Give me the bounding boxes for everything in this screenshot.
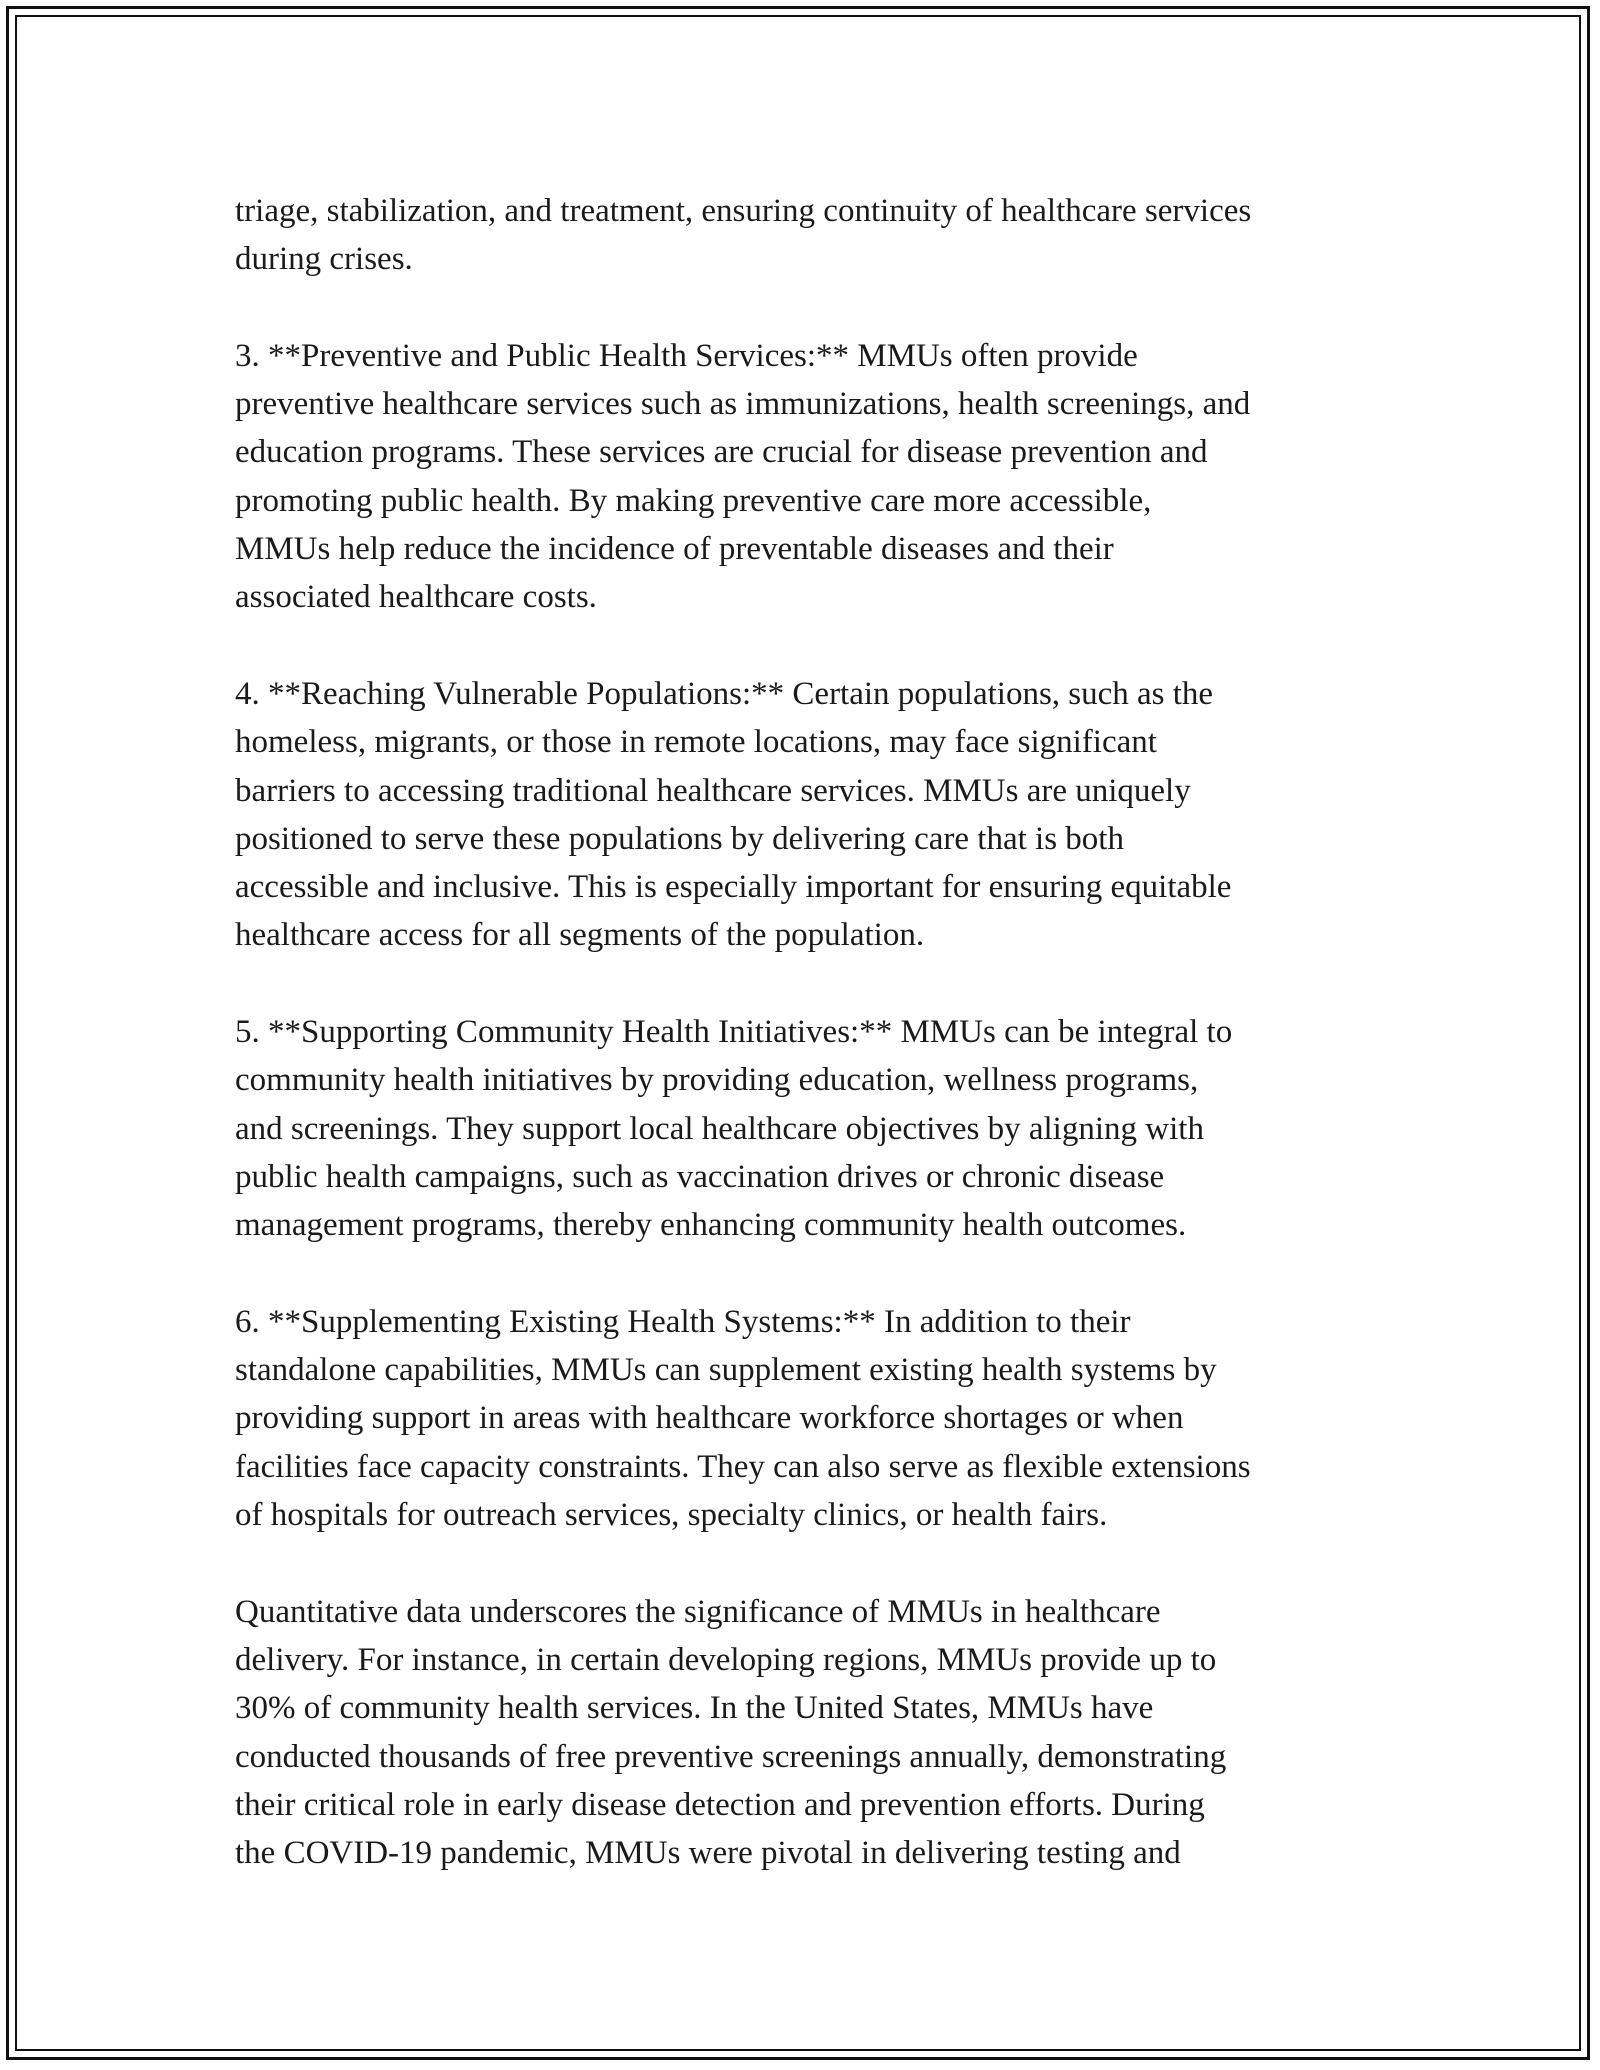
text-line: conducted thousands of free preventive screenings annually, demonstrating [235,1738,1227,1775]
text-line: homeless, migrants, or those in remote locations, may face significant [235,724,1157,761]
text-line: management programs, thereby enhancing community health outcomes. [235,1207,1187,1244]
text-line: providing support in areas with healthcare workforce shortages or when [235,1400,1184,1437]
text-line: 3. **Preventive and Public Health Services:** MMUs often provide [235,337,1138,374]
text-line: and screenings. They support local healthcare objectives by aligning with [235,1110,1204,1147]
text-line: associated healthcare costs. [235,579,597,616]
text-line: accessible and inclusive. This is especially important for ensuring equitable [235,869,1232,906]
text-line: facilities face capacity constraints. They can also serve as flexible extensions [235,1448,1251,1485]
paragraph-supplementing-systems [235,1298,1375,1539]
paragraph-quantitative-data [235,1588,1375,1878]
paragraph-community-health [235,1008,1375,1249]
text-line: 5. **Supporting Community Health Initiatives:** MMUs can be integral to [235,1014,1233,1051]
text-line: healthcare access for all segments of the population. [235,917,925,954]
text-line: of hospitals for outreach services, specialty clinics, or health fairs. [235,1497,1108,1534]
text-line: barriers to accessing traditional healthcare services. MMUs are uniquely [235,772,1191,809]
text-line: 4. **Reaching Vulnerable Populations:** Certain populations, such as the [235,675,1214,712]
text-line: during crises. [235,241,413,278]
paragraph-vulnerable-populations [235,670,1375,960]
text-line: education programs. These services are crucial for disease prevention and [235,434,1208,471]
text-line: triage, stabilization, and treatment, ensuring continuity of healthcare services [235,193,1252,229]
text-line: promoting public health. By making preventive care more accessible, [235,482,1152,519]
text-line: preventive healthcare services such as immunizations, health screenings, and [235,386,1251,423]
text-line: community health initiatives by providing education, wellness programs, [235,1062,1199,1099]
text-line: their critical role in early disease detection and prevention efforts. During [235,1786,1205,1823]
text-line: the COVID-19 pandemic, MMUs were pivotal in delivering testing and [235,1835,1181,1872]
text-line: positioned to serve these populations by delivering care that is both [235,820,1124,857]
text-line: Quantitative data underscores the significance of MMUs in healthcare [235,1593,1161,1630]
text-line: 6. **Supplementing Existing Health Systems:** In addition to their [235,1303,1131,1340]
text-line: standalone capabilities, MMUs can supplement existing health systems by [235,1352,1217,1389]
paragraph-continuation [235,187,1375,284]
document-body [235,187,1375,1877]
text-line: delivery. For instance, in certain developing regions, MMUs provide up to [235,1641,1217,1678]
text-line: 30% of community health services. In the United States, MMUs have [235,1690,1154,1727]
text-line: public health campaigns, such as vaccination drives or chronic disease [235,1158,1165,1195]
paragraph-preventive-services [235,332,1375,622]
text-line: MMUs help reduce the incidence of preventable diseases and their [235,531,1114,568]
